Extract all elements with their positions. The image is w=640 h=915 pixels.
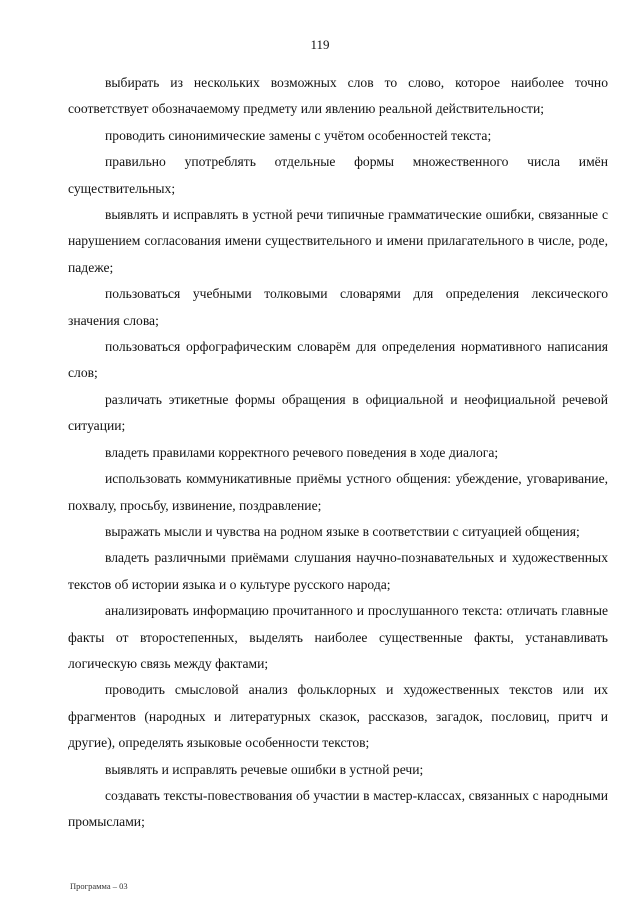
paragraph: проводить синонимические замены с учётом особенностей текста; <box>105 127 492 143</box>
paragraph: выражать мысли и чувства на родном языке в соответствии с ситуацией общения; <box>105 523 580 539</box>
paragraph: анализировать информацию прочитанного и прослушанного текста: отличать главные факты от второстепенных, выделять наиболее существенные факты, устанавливать логическую связь между фактами; <box>68 603 608 671</box>
page-footer: Программа – 03 <box>70 881 128 891</box>
paragraph: владеть правилами корректного речевого поведения в ходе диалога; <box>105 444 499 460</box>
paragraph: выбирать из нескольких возможных слов то слово, которое наиболее точно соответствует обозначаемому предмету или явлению реальной действительности; <box>68 75 608 117</box>
paragraph: правильно употреблять отдельные формы множественного числа имён существительных; <box>68 154 608 196</box>
paragraph: владеть различными приёмами слушания научно-познавательных и художественных текстов об истории языка и о культуре русского народа; <box>68 550 608 592</box>
paragraph: пользоваться орфографическим словарём для определения нормативного написания слов; <box>68 339 608 381</box>
paragraph: выявлять и исправлять речевые ошибки в устной речи; <box>105 761 424 777</box>
paragraph: различать этикетные формы обращения в официальной и неофициальной речевой ситуации; <box>68 391 608 434</box>
page-number: 119 <box>310 37 330 52</box>
paragraph: создавать тексты-повествования об участии в мастер-классах, связанных с народными промыслами; <box>68 787 608 830</box>
paragraph: выявлять и исправлять в устной речи типичные грамматические ошибки, связанные с нарушением согласования имени существительного и имени прилагательного в числе, роде, падеже; <box>68 207 608 275</box>
paragraph: проводить смысловой анализ фольклорных и художественных текстов или их фрагментов (народных и литературных сказок, рассказов, загадок, пословиц, притч и другие), определять языковые особенности текстов; <box>68 682 608 751</box>
paragraph: пользоваться учебными толковыми словарями для определения лексического значения слова; <box>68 286 608 328</box>
paragraph: использовать коммуникативные приёмы устного общения: убеждение, уговаривание, похвалу, просьбу, извинение, поздравление; <box>68 471 608 513</box>
document-body <box>68 70 608 836</box>
